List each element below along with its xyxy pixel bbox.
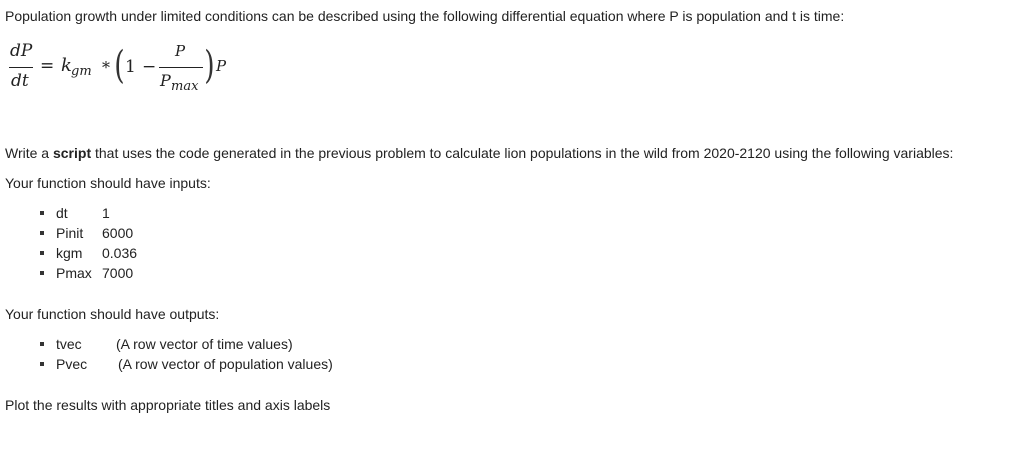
eq-open-paren: ( (114, 43, 125, 87)
eq-one: 1 (125, 57, 136, 77)
closing-text: Plot the results with appropriate titles and axis labels (5, 397, 331, 413)
eq-lhs-denominator: dt (11, 71, 29, 91)
bullet-icon (40, 342, 44, 346)
inputs-heading: Your function should have inputs: (5, 175, 211, 191)
logistic-equation (8, 38, 248, 98)
input-name: Pinit (56, 225, 84, 241)
eq-frac-numerator: P (175, 42, 186, 60)
eq-lhs-fraction-bar (9, 67, 33, 68)
input-name: kgm (56, 245, 83, 261)
bullet-icon (40, 211, 44, 215)
input-name: dt (56, 205, 68, 221)
task-text-after: that uses the code generated in the previous problem to calculate lion populations in the wild from 2020-2120 using the following variables: (91, 145, 954, 161)
output-name: Pvec (56, 356, 88, 372)
task-text-bold: script (52, 145, 92, 161)
input-value: 7000 (102, 265, 134, 281)
eq-coefficient: k (61, 55, 72, 76)
bullet-icon (40, 362, 44, 366)
eq-trailing-p: P (216, 57, 227, 75)
bullet-icon (40, 251, 44, 255)
input-name: Pmax (56, 265, 92, 281)
eq-lhs-numerator: dP (10, 41, 33, 61)
eq-frac-denominator-subscript: max (171, 79, 199, 94)
input-value: 1 (102, 205, 110, 221)
eq-close-paren: ) (204, 43, 215, 87)
output-description: (A row vector of population values) (118, 356, 333, 372)
task-text (5, 145, 953, 161)
eq-frac-denominator: P (160, 71, 171, 90)
eq-frac-bar (159, 67, 203, 68)
eq-coefficient-subscript: gm (71, 64, 92, 79)
outputs-heading: Your function should have outputs: (5, 306, 220, 322)
task-text-before: Write a (5, 145, 53, 161)
eq-minus: − (142, 57, 157, 77)
intro-text: Population growth under limited conditions can be described using the following differential equation where P is population and t is time: (5, 8, 845, 24)
bullet-icon (40, 231, 44, 235)
eq-equals: = (40, 56, 55, 76)
output-name: tvec (56, 336, 82, 352)
bullet-icon (40, 271, 44, 275)
input-value: 0.036 (102, 245, 138, 261)
eq-multiply: * (102, 58, 110, 77)
output-description: (A row vector of time values) (116, 336, 293, 352)
input-value: 6000 (102, 225, 134, 241)
